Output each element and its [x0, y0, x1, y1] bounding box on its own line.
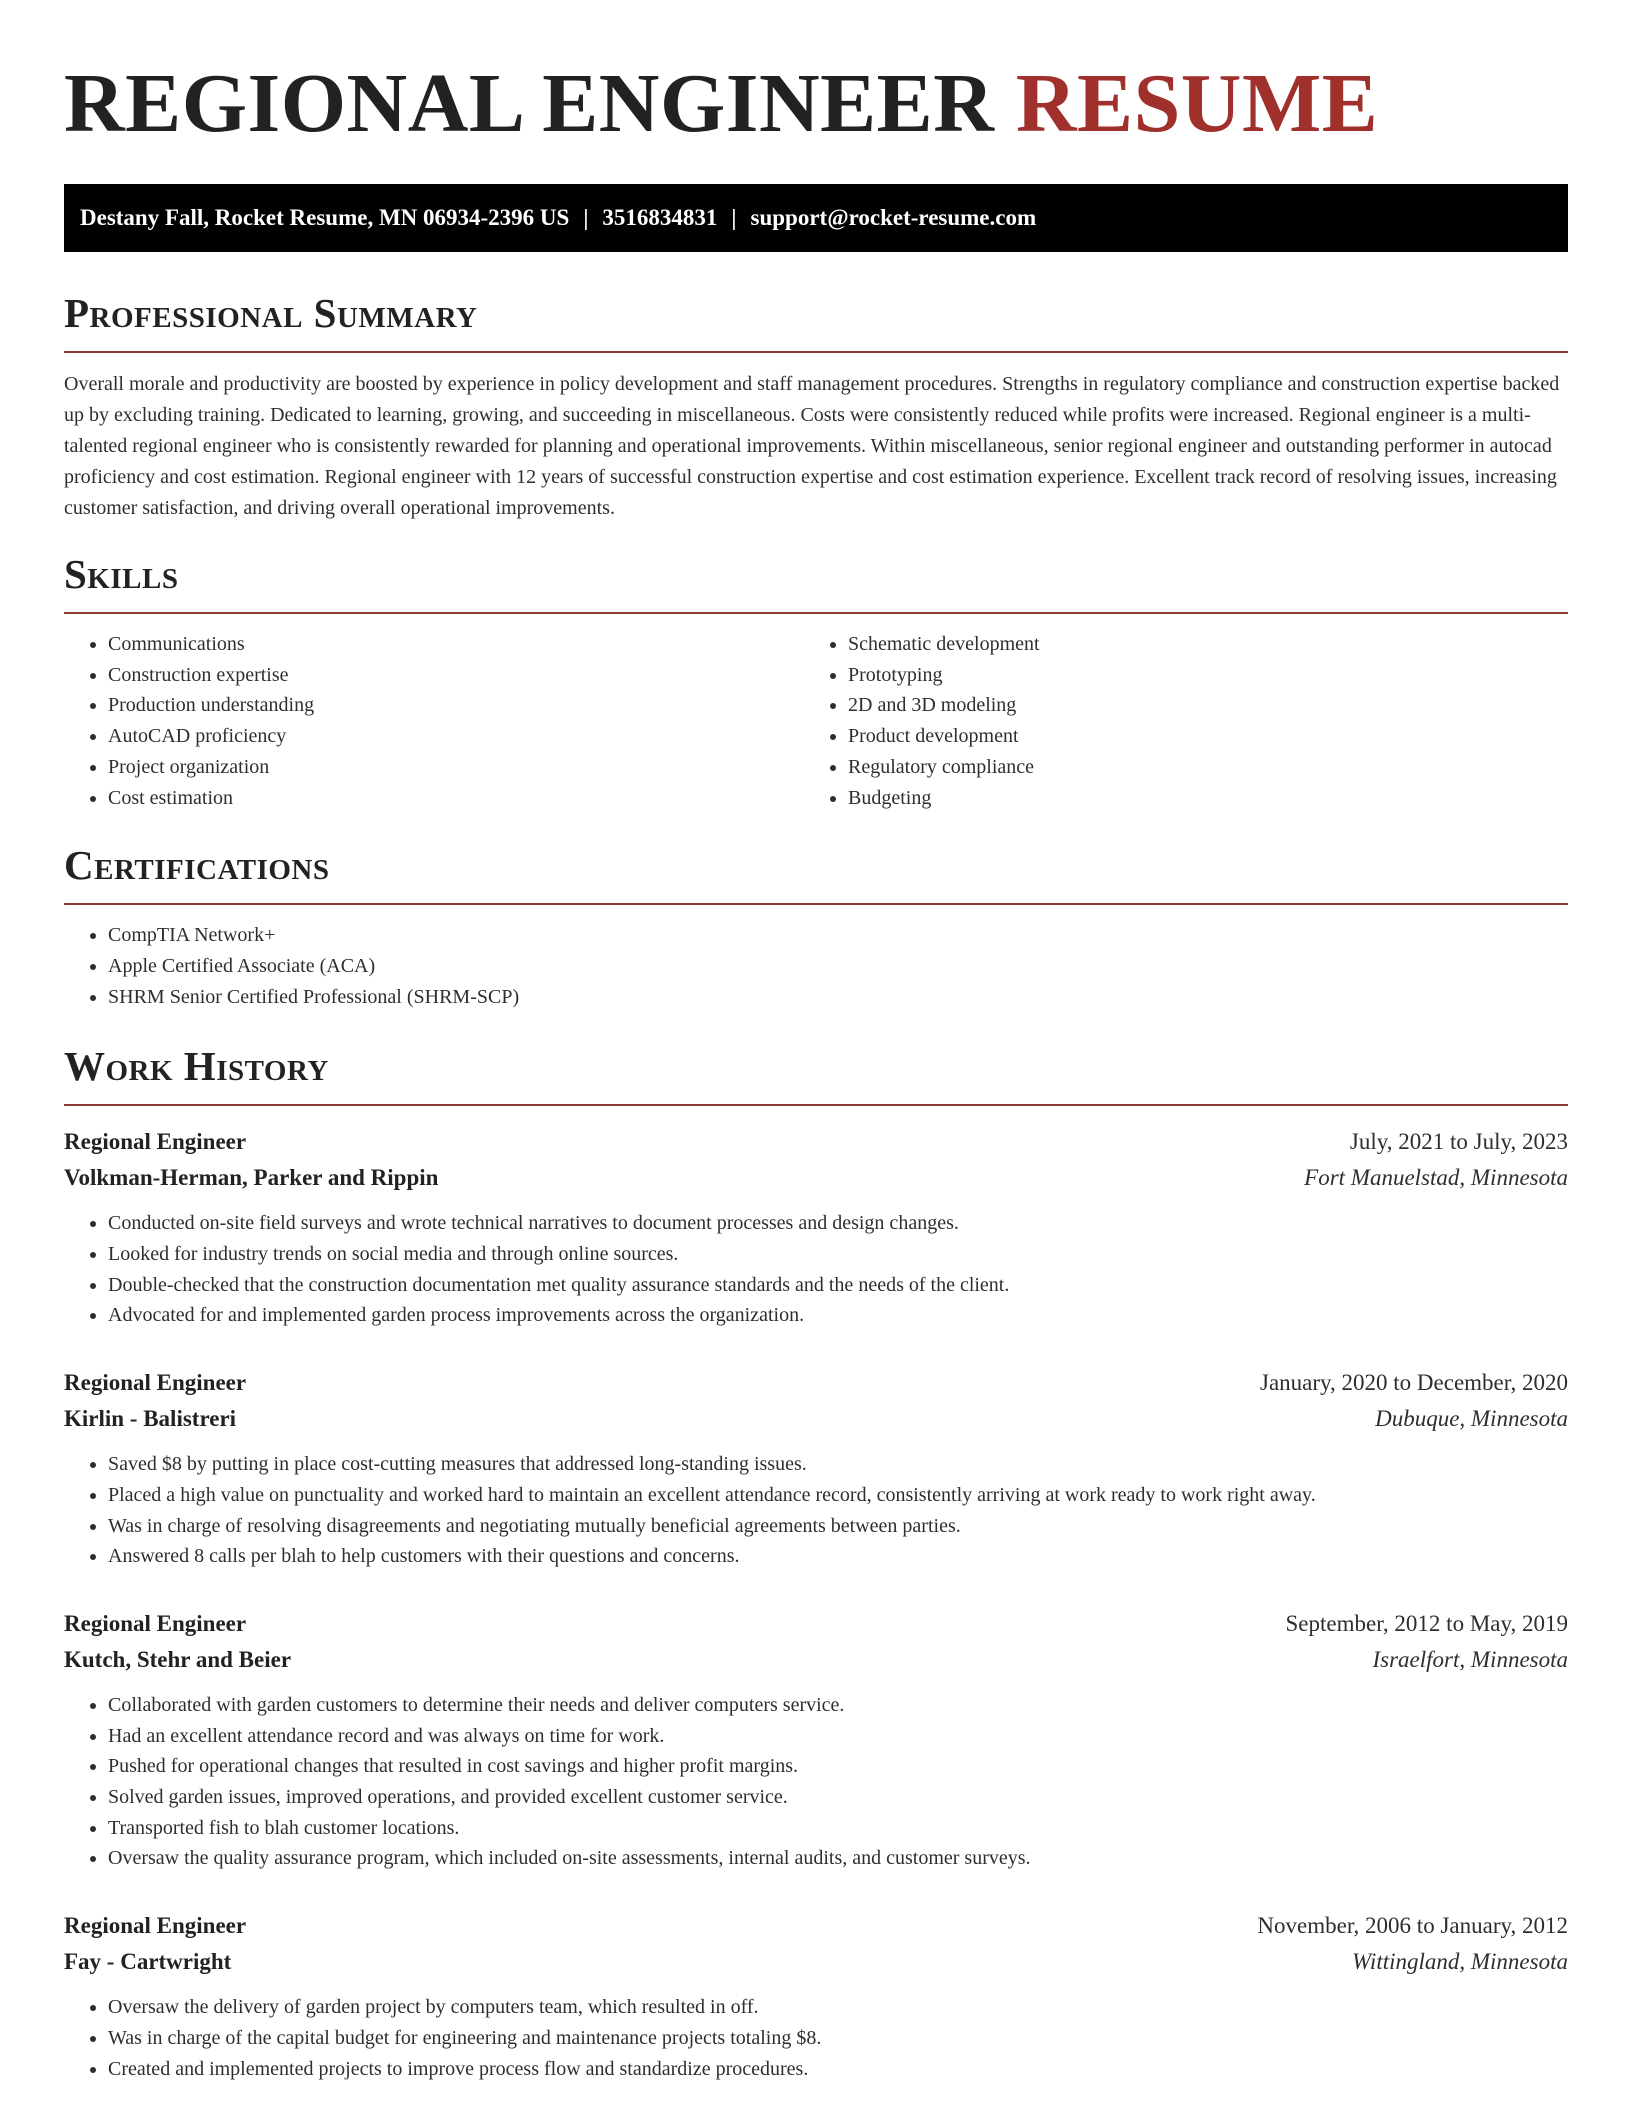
- contact-separator: |: [731, 205, 737, 230]
- skills-list-right: [804, 629, 1544, 813]
- job-bullet: • Conducted on-site field surveys and wrote technical narratives to document processes and design changes.: [108, 1208, 1568, 1239]
- skill-item: • Regulatory compliance: [848, 752, 1544, 783]
- job-bullet: • Was in charge of the capital budget for engineering and maintenance projects totaling $8.: [108, 2023, 1568, 2054]
- job-bullets: [64, 1690, 1568, 1874]
- certification-item: • SHRM Senior Certified Professional (SHRM-SCP): [108, 982, 1568, 1013]
- skill-item: • Prototyping: [848, 660, 1544, 691]
- job-company: Volkman-Herman, Parker and Rippin: [64, 1165, 439, 1191]
- title-accent: RESUME: [1015, 57, 1379, 150]
- skill-item: • Product development: [848, 721, 1544, 752]
- job-title: Regional Engineer: [64, 1913, 247, 1939]
- job-header-row: [64, 1124, 1568, 1160]
- skill-item: • 2D and 3D modeling: [848, 690, 1544, 721]
- contact-address: Destany Fall, Rocket Resume, MN 06934-2396 US: [80, 205, 570, 230]
- title-main: REGIONAL ENGINEER: [64, 57, 995, 150]
- certification-item: • Apple Certified Associate (ACA): [108, 951, 1568, 982]
- section-title-work-history: Work History: [64, 1043, 329, 1090]
- job-bullet: • Placed a high value on punctuality and worked hard to maintain an excellent attendance record, consistently arriving at work ready to work right away.: [108, 1480, 1568, 1511]
- job-dates: September, 2012 to May, 2019: [1285, 1610, 1568, 1636]
- job-company-row: [64, 1160, 1568, 1196]
- skills-grid: [64, 629, 1568, 813]
- contact-phone: 3516834831: [602, 205, 718, 230]
- certifications-section: [64, 841, 1568, 1012]
- job-bullet: • Collaborated with garden customers to determine their needs and deliver computers service.: [108, 1690, 1568, 1721]
- job-location: Israelfort, Minnesota: [1372, 1646, 1568, 1672]
- job-company: Kirlin - Balistreri: [64, 1406, 237, 1432]
- job-company-row: [64, 1944, 1568, 1980]
- job-bullet: • Solved garden issues, improved operations, and provided excellent customer service.: [108, 1782, 1568, 1813]
- job-bullet: • Oversaw the delivery of garden project by computers team, which resulted in off.: [108, 1992, 1568, 2023]
- certification-item: • CompTIA Network+: [108, 920, 1568, 951]
- job-bullet: • Answered 8 calls per blah to help customers with their questions and concerns.: [108, 1541, 1568, 1572]
- job-dates: November, 2006 to January, 2012: [1257, 1913, 1568, 1939]
- job-dates: July, 2021 to July, 2023: [1349, 1129, 1568, 1155]
- skill-item: • Project organization: [108, 752, 804, 783]
- job-company: Fay - Cartwright: [64, 1949, 232, 1975]
- job-bullet: • Was in charge of resolving disagreements and negotiating mutually beneficial agreements between parties.: [108, 1511, 1568, 1542]
- skills-column-left: [64, 629, 804, 813]
- skill-item: • Budgeting: [848, 783, 1544, 814]
- section-divider: [64, 351, 1568, 353]
- job-bullets: [64, 1992, 1568, 2084]
- job-company-row: [64, 1642, 1568, 1678]
- resume-title: [64, 0, 1568, 150]
- section-title-certifications: Certifications: [64, 842, 330, 889]
- summary-text: Overall morale and productivity are boosted by experience in policy development and staff management procedures. Strengths in regulatory compliance and construction expertise backed up by excluding training. Dedicated to learning, growing, and succeeding in miscellaneous. Costs were consistently reduced while profits were increased. Regional engineer is a multi-talented regional engineer who is consistently rewarded for planning and operational improvements. Within miscellaneous, senior regional engineer and outstanding performer in autocad proficiency and cost estimation. Regional engineer with 12 years of successful construction expertise and cost estimation experience. Excellent track record of resolving issues, increasing customer satisfaction, and driving overall operational improvements.: [64, 373, 1560, 519]
- section-title-summary: Professional Summary: [64, 290, 478, 336]
- section-title-skills: Skills: [64, 551, 179, 597]
- job-title: Regional Engineer: [64, 1370, 247, 1396]
- job-entry: [64, 1124, 1568, 1331]
- skill-item: • Schematic development: [848, 629, 1544, 660]
- contact-separator: |: [583, 205, 589, 230]
- job-bullet: • Pushed for operational changes that resulted in cost savings and higher profit margins.: [108, 1751, 1568, 1782]
- contact-bar: [64, 184, 1568, 252]
- job-bullet: • Looked for industry trends on social media and through online sources.: [108, 1239, 1568, 1270]
- job-bullets: [64, 1208, 1568, 1331]
- job-dates: January, 2020 to December, 2020: [1260, 1370, 1568, 1396]
- job-bullet: • Had an excellent attendance record and was always on time for work.: [108, 1721, 1568, 1752]
- work-history-section: [64, 1042, 1568, 2084]
- job-company-row: [64, 1401, 1568, 1437]
- certifications-list: [64, 920, 1568, 1012]
- section-divider: [64, 612, 1568, 614]
- job-bullet: • Oversaw the quality assurance program, which included on-site assessments, internal audits, and customer surveys.: [108, 1843, 1568, 1874]
- job-title: Regional Engineer: [64, 1610, 247, 1636]
- job-entry: [64, 1606, 1568, 1874]
- job-header-row: [64, 1606, 1568, 1642]
- job-bullet: • Double-checked that the construction documentation met quality assurance standards and the needs of the client.: [108, 1270, 1568, 1301]
- job-title: Regional Engineer: [64, 1129, 247, 1155]
- summary-section: [64, 289, 1568, 524]
- contact-email: support@rocket-resume.com: [750, 205, 1037, 230]
- section-divider: [64, 903, 1568, 905]
- skills-list-left: [64, 629, 804, 813]
- skill-item: • AutoCAD proficiency: [108, 721, 804, 752]
- skill-item: • Construction expertise: [108, 660, 804, 691]
- skills-column-right: [804, 629, 1544, 813]
- job-company: Kutch, Stehr and Beier: [64, 1646, 292, 1672]
- job-entry: [64, 1365, 1568, 1572]
- job-bullet: • Saved $8 by putting in place cost-cutting measures that addressed long-standing issues.: [108, 1449, 1568, 1480]
- section-divider: [64, 1104, 1568, 1106]
- job-bullet: • Advocated for and implemented garden process improvements across the organization.: [108, 1300, 1568, 1331]
- job-location: Fort Manuelstad, Minnesota: [1304, 1165, 1568, 1191]
- job-location: Wittingland, Minnesota: [1352, 1949, 1568, 1975]
- skills-section: [64, 550, 1568, 813]
- skill-item: • Communications: [108, 629, 804, 660]
- job-location: Dubuque, Minnesota: [1375, 1406, 1568, 1432]
- job-header-row: [64, 1908, 1568, 1944]
- job-bullet: • Created and implemented projects to improve process flow and standardize procedures.: [108, 2054, 1568, 2085]
- job-entry: [64, 1908, 1568, 2084]
- job-header-row: [64, 1365, 1568, 1401]
- job-bullets: [64, 1449, 1568, 1572]
- skill-item: • Production understanding: [108, 690, 804, 721]
- skill-item: • Cost estimation: [108, 783, 804, 814]
- job-bullet: • Transported fish to blah customer locations.: [108, 1813, 1568, 1844]
